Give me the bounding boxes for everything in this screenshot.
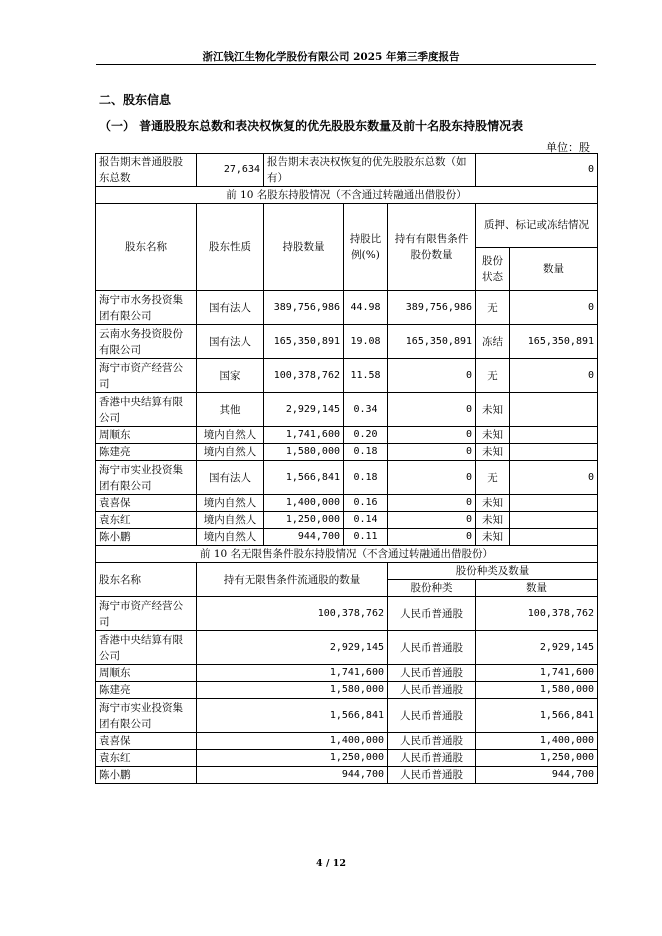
unrestricted-holder-shares: 944,700 [197,767,388,784]
col-header-status: 股份状态 [476,247,510,291]
holder-shares: 1,250,000 [264,512,344,529]
holder-pledge-qty: 0 [510,359,598,393]
holder-pledge-qty [510,427,598,444]
holder-pledge-qty: 165,350,891 [510,325,598,359]
unrestricted-row [96,733,598,750]
holder-ratio: 19.08 [344,325,388,359]
unrestricted-row [96,665,598,682]
top10-header-row [96,204,598,248]
unrestricted-share-type: 人民币普通股 [388,631,476,665]
holder-shares: 1,400,000 [264,495,344,512]
unrestricted-holder-name: 海宁市实业投资集团有限公司 [96,699,197,733]
top10-row [96,444,598,461]
holder-shares: 100,378,762 [264,359,344,393]
unit-label: 单位：股 [546,141,590,154]
col-header-pledge: 质押、标记或冻结情况 [476,204,598,248]
unrestricted-row [96,699,598,733]
holder-nature: 境内自然人 [197,427,264,444]
unrestricted-share-type: 人民币普通股 [388,767,476,784]
holder-shares: 1,580,000 [264,444,344,461]
holder-nature: 国有法人 [197,291,264,325]
top10-row [96,393,598,427]
holder-shares: 2,929,145 [264,393,344,427]
holder-pledge-status: 无 [476,461,510,495]
unrestricted-share-qty: 944,700 [476,767,598,784]
holder-restricted: 0 [388,529,476,546]
holder-name: 周顺东 [96,427,197,444]
holder-restricted: 389,756,986 [388,291,476,325]
unrestricted-share-qty: 1,741,600 [476,665,598,682]
holder-pledge-status: 未知 [476,529,510,546]
unrestricted-share-qty: 1,580,000 [476,682,598,699]
holder-nature: 境内自然人 [197,444,264,461]
holder-restricted: 0 [388,461,476,495]
top10-row [96,359,598,393]
holder-pledge-status: 冻结 [476,325,510,359]
unrestricted-share-type: 人民币普通股 [388,665,476,682]
page-number: 4 / 12 [316,858,346,869]
section-title: 二、股东信息 [99,93,172,107]
unrestricted-holder-name: 周顺东 [96,665,197,682]
holder-restricted: 0 [388,512,476,529]
holder-name: 袁喜保 [96,495,197,512]
unrestricted-share-type: 人民币普通股 [388,597,476,631]
holder-shares: 944,700 [264,529,344,546]
unrestricted-holder-shares: 1,250,000 [197,750,388,767]
unrestricted-share-qty: 100,378,762 [476,597,598,631]
holder-shares: 389,756,986 [264,291,344,325]
top10-title-row [96,187,598,204]
unrestricted-holder-shares: 1,580,000 [197,682,388,699]
unrestricted-holder-shares: 2,929,145 [197,631,388,665]
top10-row [96,529,598,546]
holder-name: 袁东红 [96,512,197,529]
holder-pledge-status: 无 [476,359,510,393]
unrestricted-holder-shares: 100,378,762 [197,597,388,631]
holder-ratio: 11.58 [344,359,388,393]
top10-row [96,495,598,512]
preferred-holders-value: 0 [476,154,598,187]
holder-ratio: 0.18 [344,444,388,461]
holder-pledge-status: 无 [476,291,510,325]
holder-ratio: 0.16 [344,495,388,512]
holder-ratio: 0.20 [344,427,388,444]
unrestricted-row [96,682,598,699]
holder-ratio: 0.18 [344,461,388,495]
unrestricted-holder-name: 袁东红 [96,750,197,767]
unrestricted-share-type: 人民币普通股 [388,733,476,750]
preferred-holders-label: 报告期末表决权恢复的优先股股东总数（如有） [264,154,476,187]
holder-name: 陈建亮 [96,444,197,461]
holder-name: 云南水务投资股份有限公司 [96,325,197,359]
holder-restricted: 0 [388,393,476,427]
holder-pledge-qty [510,512,598,529]
summary-row [96,154,598,187]
col-header-name: 股东名称 [96,204,197,291]
unrestricted-share-type: 人民币普通股 [388,682,476,699]
holder-pledge-qty [510,495,598,512]
unrestricted-row [96,750,598,767]
holder-shares: 1,741,600 [264,427,344,444]
top10-row [96,461,598,495]
holder-shares: 1,566,841 [264,461,344,495]
unrestricted-share-type: 人民币普通股 [388,750,476,767]
holder-pledge-qty: 0 [510,461,598,495]
holder-restricted: 0 [388,495,476,512]
holder-name: 陈小鹏 [96,529,197,546]
unrestricted-row [96,597,598,631]
unrestricted-header-row [96,563,598,580]
holder-restricted: 0 [388,359,476,393]
holder-ratio: 0.11 [344,529,388,546]
holder-pledge-qty [510,393,598,427]
top10-row [96,427,598,444]
top10-row [96,325,598,359]
unrestricted-share-qty: 1,400,000 [476,733,598,750]
unrestricted-holder-name: 陈小鹏 [96,767,197,784]
total-holders-label: 报告期末普通股股东总数 [96,154,197,187]
top10-row [96,291,598,325]
shareholder-table [95,153,598,784]
header-divider [96,64,596,65]
unrestricted-holder-name: 海宁市资产经营公司 [96,597,197,631]
ucol-header-shares: 持有无限售条件流通股的数量 [197,563,388,597]
holder-pledge-status: 未知 [476,444,510,461]
total-holders-value: 27,634 [197,154,264,187]
holder-nature: 国有法人 [197,461,264,495]
top10-row [96,512,598,529]
unrestricted-row [96,631,598,665]
unrestricted-title-row [96,546,598,563]
holder-pledge-status: 未知 [476,495,510,512]
holder-pledge-qty [510,529,598,546]
holder-pledge-status: 未知 [476,427,510,444]
unrestricted-title: 前 10 名无限售条件股东持股情况（不含通过转融通出借股份） [96,546,598,563]
unrestricted-holder-shares: 1,741,600 [197,665,388,682]
unrestricted-share-qty: 2,929,145 [476,631,598,665]
unrestricted-holder-shares: 1,400,000 [197,733,388,750]
holder-pledge-qty [510,444,598,461]
col-header-restricted: 持有有限售条件股份数量 [388,204,476,291]
holder-name: 海宁市实业投资集团有限公司 [96,461,197,495]
holder-pledge-status: 未知 [476,393,510,427]
ucol-header-type-group: 股份种类及数量 [388,563,598,580]
holder-name: 香港中央结算有限公司 [96,393,197,427]
holder-restricted: 0 [388,444,476,461]
holder-restricted: 165,350,891 [388,325,476,359]
holder-ratio: 44.98 [344,291,388,325]
holder-name: 海宁市水务投资集团有限公司 [96,291,197,325]
subsection-title: （一） 普通股股东总数和表决权恢复的优先股股东数量及前十名股东持股情况表 [99,119,524,133]
holder-nature: 其他 [197,393,264,427]
holder-nature: 国家 [197,359,264,393]
holder-nature: 境内自然人 [197,512,264,529]
unrestricted-holder-name: 袁喜保 [96,733,197,750]
holder-nature: 境内自然人 [197,529,264,546]
col-header-ratio: 持股比例(%) [344,204,388,291]
unrestricted-holder-shares: 1,566,841 [197,699,388,733]
ucol-header-type: 股份种类 [388,580,476,597]
unrestricted-share-qty: 1,250,000 [476,750,598,767]
holder-pledge-status: 未知 [476,512,510,529]
unrestricted-row [96,767,598,784]
holder-nature: 境内自然人 [197,495,264,512]
col-header-qty: 数量 [510,247,598,291]
holder-ratio: 0.14 [344,512,388,529]
ucol-header-qty: 数量 [476,580,598,597]
holder-shares: 165,350,891 [264,325,344,359]
holder-name: 海宁市资产经营公司 [96,359,197,393]
unrestricted-holder-name: 陈建亮 [96,682,197,699]
holder-nature: 国有法人 [197,325,264,359]
top10-title: 前 10 名股东持股情况（不含通过转融通出借股份） [96,187,598,204]
unrestricted-holder-name: 香港中央结算有限公司 [96,631,197,665]
unrestricted-share-qty: 1,566,841 [476,699,598,733]
col-header-shares: 持股数量 [264,204,344,291]
holder-restricted: 0 [388,427,476,444]
unrestricted-share-type: 人民币普通股 [388,699,476,733]
holder-ratio: 0.34 [344,393,388,427]
report-header: 浙江钱江生物化学股份有限公司 2025 年第三季度报告 [202,51,460,63]
holder-pledge-qty: 0 [510,291,598,325]
col-header-nature: 股东性质 [197,204,264,291]
ucol-header-name: 股东名称 [96,563,197,597]
